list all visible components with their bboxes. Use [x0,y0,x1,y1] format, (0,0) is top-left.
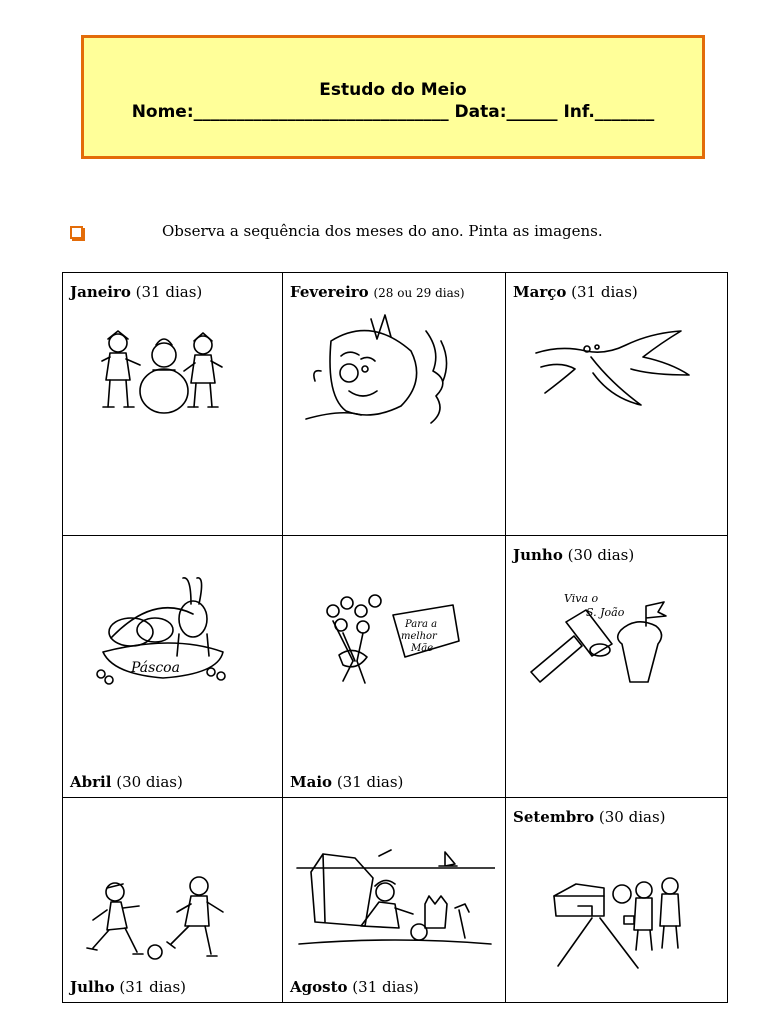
months-grid [62,272,728,1003]
cell-marco [506,273,728,536]
easter-basket-icon [93,574,253,694]
cell-abril [63,536,283,798]
pascoa-text: Páscoa [131,660,180,676]
snowman-children-icon [98,325,233,420]
sao-joao-hammer-icon [526,586,696,696]
instruction [70,222,710,246]
swallows-icon [531,323,691,413]
beach-child-icon [295,848,495,958]
name-date-line: Nome:______________________________ Data:______ Inf._______ [131,102,655,122]
cell-agosto [283,798,506,1003]
checkbox-icon [70,226,83,239]
flowers-card-icon [313,591,463,691]
cell-junho [506,536,728,798]
label-junho: Junho (30 dias) [513,546,635,564]
label-abril: Abril (30 dias) [70,773,183,791]
football-children-icon [81,872,251,972]
card-line-2: melhor [401,631,437,642]
label-marco: Março (31 dias) [513,283,638,301]
label-janeiro: Janeiro (31 dias) [70,283,203,301]
viva-text-2: S. João [586,606,625,619]
cell-maio [283,536,506,798]
cell-janeiro [63,273,283,536]
cell-julho [63,798,283,1003]
cell-setembro [506,798,728,1003]
viva-text-1: Viva o [564,592,599,605]
label-setembro: Setembro (30 dias) [513,808,666,826]
page-title: Estudo do Meio [319,80,467,100]
label-fevereiro: Fevereiro (28 ou 29 dias) [290,283,465,301]
carnival-clown-icon [301,311,471,431]
instruction-text: Observa a sequência dos meses do ano. Pinta as imagens. [162,222,603,240]
header-box [81,35,705,159]
label-maio: Maio (31 dias) [290,773,404,791]
card-line-3: Mãe [411,643,434,654]
school-children-icon [548,876,698,976]
cell-fevereiro [283,273,506,536]
label-julho: Julho (31 dias) [70,978,187,996]
label-agosto: Agosto (31 dias) [290,978,419,996]
card-line-1: Para a [405,619,438,630]
